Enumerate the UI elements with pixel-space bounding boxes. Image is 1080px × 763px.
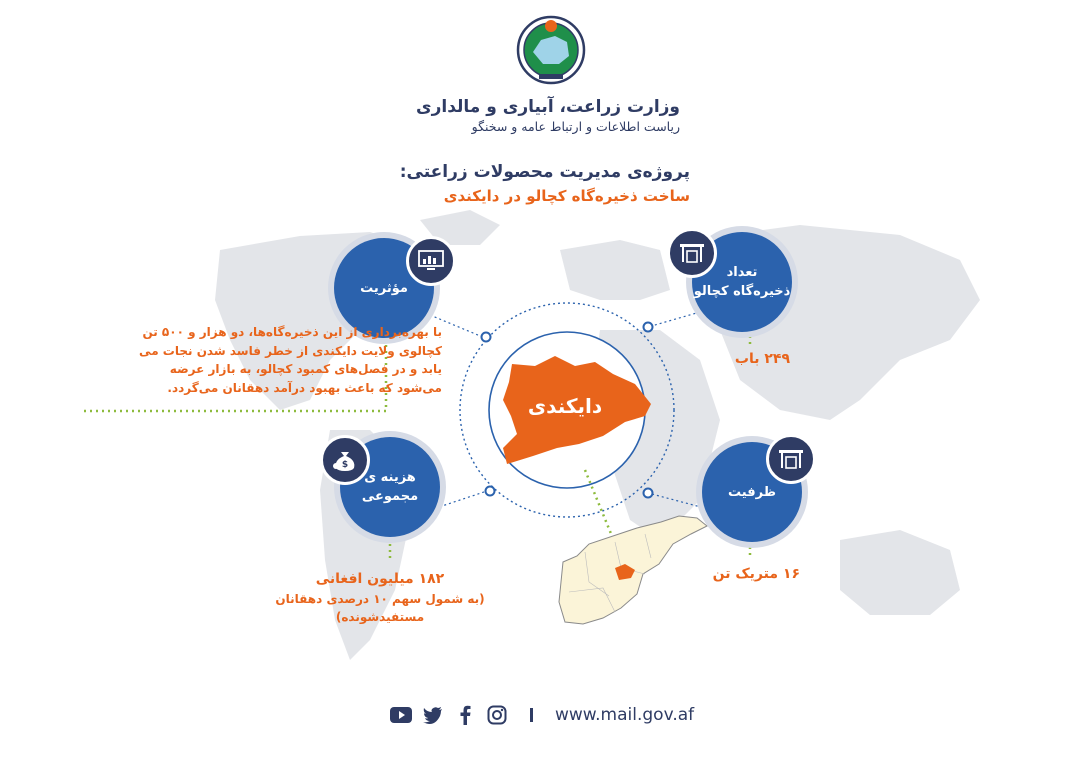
cost-note: (به شمول سهم ۱۰ درصدی دهقانان مستفیدشونده) <box>275 592 485 624</box>
capacity-badge <box>766 434 816 484</box>
project-subtitle: ساخت ذخیره‌گاه کچالو در دایکندی <box>443 187 690 205</box>
website-link[interactable]: www.mail.gov.af <box>555 705 695 725</box>
project-title: پروژه‌ی مدیریت محصولات زراعتی: <box>399 162 690 182</box>
warehouse-icon <box>679 242 705 264</box>
footer-divider <box>530 708 533 722</box>
youtube-icon[interactable] <box>390 704 412 726</box>
instagram-icon[interactable] <box>486 704 508 726</box>
ministry-name: وزارت زراعت، آبیاری و مالداری <box>416 97 680 117</box>
monitor-chart-icon <box>418 250 444 272</box>
capacity-label: ظرفیت <box>728 484 776 500</box>
effectiveness-description: با بهره‌برداری از این ذخیره‌گاه‌ها، دو هزار و ۵۰۰ تن کچالوی ولایت دایکندی از خطر فاسد شدن نجات می یابد و در فصل‌های کمبود کچالو، به بازار عرضه می‌شود که باعث بهبود درآمد دهقانان می‌گردد. <box>139 325 442 395</box>
cost-label-line1: هزینه ی <box>364 470 416 485</box>
cost-label-line2: مجموعی <box>361 489 419 504</box>
cost-value: ۱۸۲ میلیون افغانی <box>315 571 445 587</box>
footer <box>390 700 694 730</box>
cost-badge <box>320 435 370 485</box>
effectiveness-badge <box>406 236 456 286</box>
facebook-icon[interactable] <box>454 704 476 726</box>
count-value: ۲۴۹ باب <box>734 351 790 367</box>
capacity-value: ۱۶ متریک تن <box>712 566 800 582</box>
province-label: دایکندی <box>527 394 603 418</box>
count-label-line2: ذخیره‌گاه کچالو <box>693 284 791 299</box>
count-label-line1: تعداد <box>726 265 758 280</box>
warehouse-icon <box>778 448 804 470</box>
count-badge <box>667 228 717 278</box>
cost-value-block <box>230 568 530 626</box>
svg-text:$: $ <box>341 460 349 470</box>
money-bag-icon <box>332 448 358 472</box>
effectiveness-label: مؤثریت <box>360 280 408 296</box>
department-name: ریاست اطلاعات و ارتباط عامه و سخنگو <box>471 119 680 134</box>
twitter-icon[interactable] <box>422 704 444 726</box>
